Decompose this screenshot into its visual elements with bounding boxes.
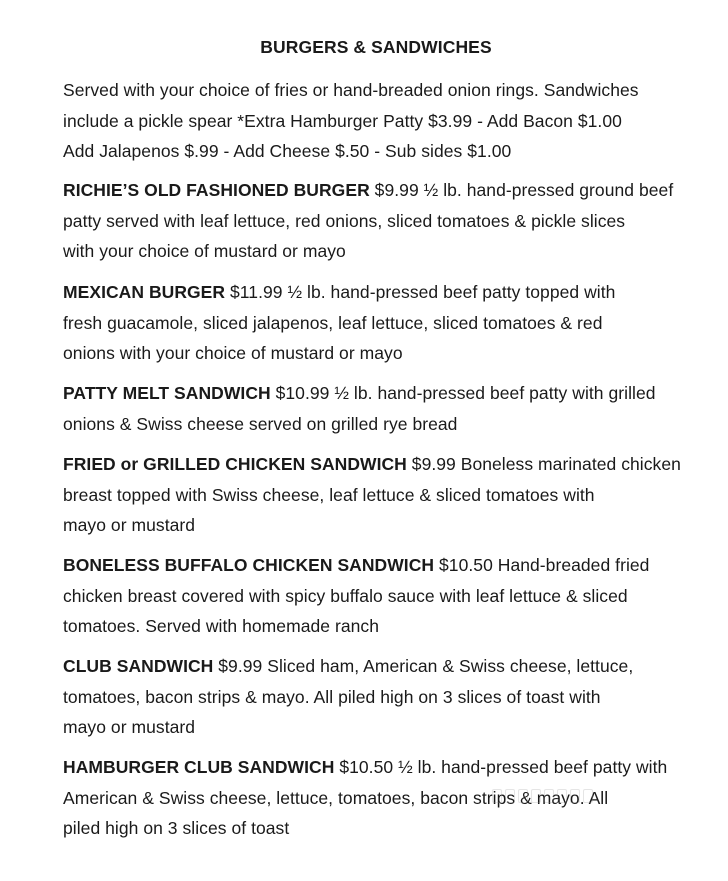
menu-item-description-line: tomatoes. Served with homemade ranch xyxy=(63,616,379,636)
menu-item-name: RICHIE’S OLD FASHIONED BURGER xyxy=(63,180,370,200)
menu-item-patty-melt-sandwich xyxy=(63,378,703,439)
intro-line: Served with your choice of fries or hand-breaded onion rings. Sandwiches xyxy=(63,80,639,100)
menu-item-description-line: with your choice of mustard or mayo xyxy=(63,241,346,261)
menu-item-price-description: $9.99 Sliced ham, American & Swiss cheese, lettuce, xyxy=(213,656,634,676)
menu-item-first-line xyxy=(63,175,703,206)
menu-item-description-line: onions with your choice of mustard or mayo xyxy=(63,343,403,363)
menu-item-richies-old-fashioned-burger xyxy=(63,175,703,267)
menu-item-price-description: $11.99 ½ lb. hand-pressed beef patty topped with xyxy=(225,282,616,302)
menu-item-price-description: $9.99 Boneless marinated chicken xyxy=(406,454,681,474)
menu-item-description-line: onions & Swiss cheese served on grilled rye bread xyxy=(63,413,458,434)
menu-item-price-description: $10.99 ½ lb. hand-pressed beef patty with grilled xyxy=(270,383,656,403)
menu-item-boneless-buffalo-chicken-sandwich xyxy=(63,550,703,642)
menu-item-hamburger-club-sandwich xyxy=(63,752,703,844)
menu-item-mexican-burger xyxy=(63,277,703,369)
menu-item-price-description: $9.99 ½ lb. hand-pressed ground beef xyxy=(369,180,674,200)
menu-item-description-line: American & Swiss cheese, lettuce, tomatoes, bacon strips & mayo. All xyxy=(63,787,609,808)
menu-item-first-line xyxy=(63,550,703,581)
menu-item-name: BONELESS BUFFALO CHICKEN SANDWICH xyxy=(63,555,435,575)
menu-item-first-line xyxy=(63,752,703,783)
menu-item-name: FRIED or GRILLED CHICKEN SANDWICH xyxy=(63,454,407,474)
menu-item-description-line: fresh guacamole, sliced jalapenos, leaf lettuce, sliced tomatoes & red xyxy=(63,312,603,333)
menu-item-description-line: breast topped with Swiss cheese, leaf lettuce & sliced tomatoes with xyxy=(63,484,595,505)
menu-item-name: CLUB SANDWICH xyxy=(63,656,214,676)
menu-intro xyxy=(63,75,703,167)
menu-item-price-description: $10.50 ½ lb. hand-pressed beef patty with xyxy=(334,757,668,777)
menu-item-first-line xyxy=(63,449,703,480)
menu-item-first-line xyxy=(63,651,703,682)
menu-item-first-line xyxy=(63,378,703,409)
menu-item-fried-or-grilled-chicken-sandwich xyxy=(63,449,703,541)
intro-line: Add Jalapenos $.99 - Add Cheese $.50 - Sub sides $1.00 xyxy=(63,141,512,161)
menu-item-description-line: piled high on 3 slices of toast xyxy=(63,818,290,838)
menu-item-description-line: mayo or mustard xyxy=(63,515,196,535)
menu-item-description-line: mayo or mustard xyxy=(63,717,196,737)
menu-item-club-sandwich xyxy=(63,651,703,743)
menu-item-name: HAMBURGER CLUB SANDWICH xyxy=(63,757,335,777)
menu-item-description-line: chicken breast covered with spicy buffalo sauce with leaf lettuce & sliced xyxy=(63,585,628,606)
menu-item-price-description: $10.50 Hand-breaded fried xyxy=(434,555,650,575)
menu-item-description-line: tomatoes, bacon strips & mayo. All piled high on 3 slices of toast with xyxy=(63,686,601,707)
menu-item-name: PATTY MELT SANDWICH xyxy=(63,383,271,403)
menu-item-first-line xyxy=(63,277,703,308)
menu-section-title: BURGERS & SANDWICHES xyxy=(260,37,492,57)
menu-item-name: MEXICAN BURGER xyxy=(63,282,226,302)
intro-line: include a pickle spear *Extra Hamburger Patty $3.99 - Add Bacon $1.00 xyxy=(63,110,622,131)
menu-item-description-line: patty served with leaf lettuce, red onions, sliced tomatoes & pickle slices xyxy=(63,210,626,231)
